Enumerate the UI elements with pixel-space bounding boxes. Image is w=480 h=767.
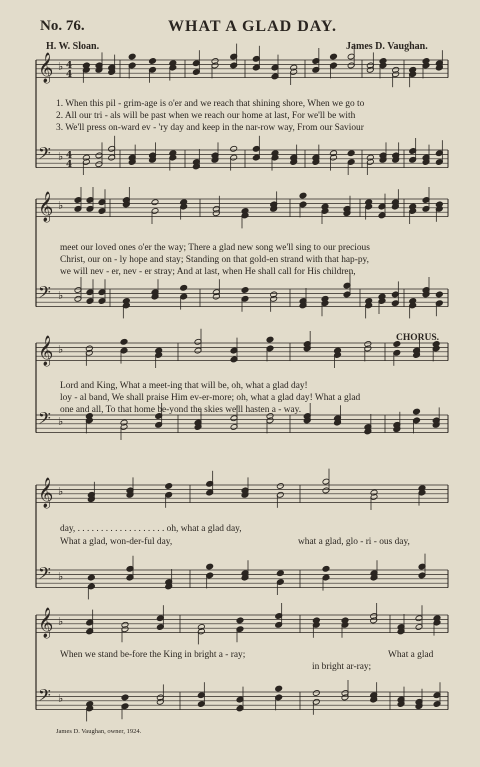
system-3-bass-note	[413, 408, 421, 415]
system-1-time-signature: 4	[66, 70, 73, 80]
system-3-treble-note	[120, 338, 128, 345]
system-1-treble-note	[330, 53, 338, 60]
system-4-bass-note	[87, 574, 95, 581]
system-1-key-flat: ♭	[58, 60, 64, 73]
system-2-bass-note	[241, 287, 249, 294]
system-4-treble-note	[165, 483, 173, 490]
system-2-key-flat: ♭	[58, 289, 64, 302]
verse-2-line-1: 2. All our tri - als will be past when we reach our home at last, For we'll be with	[56, 111, 356, 121]
system-4-bass-note	[276, 570, 284, 577]
verse-2-line-2: Christ, our on - ly hope and stay; Standing on that gold-en strand with that hap-py,	[60, 255, 369, 265]
system-1-bass-note	[347, 150, 355, 157]
system-2-bass-clef: 𝄢	[38, 282, 51, 306]
chorus-line-1-middle: What a glad, won-der-ful day,	[60, 537, 173, 547]
hymn-title: WHAT A GLAD DAY.	[168, 18, 337, 35]
verse-2-line-3: loy - al band, We shall praise Him ev-er-more; oh, what a glad day! What a glad	[60, 393, 361, 403]
system-5-bass-note	[275, 685, 283, 692]
system-5-bass-clef: 𝄢	[38, 685, 51, 709]
system-4-bass-clef: 𝄢	[38, 563, 51, 587]
system-3-key-flat: ♭	[58, 343, 64, 356]
chorus-line-1-right: what a glad, glo - ri - ous day,	[298, 537, 410, 547]
system-5-treble-clef: 𝄞	[38, 608, 54, 638]
system-2-bass-note	[435, 291, 443, 298]
system-4-bass-note	[322, 565, 330, 572]
system-1-time-signature: 4	[66, 160, 73, 170]
verse-1-line-2: meet our loved ones o'er the way; There a glad new song we'll sing to our precious	[60, 243, 370, 253]
system-3-treble-note	[266, 336, 274, 343]
system-2-key-flat: ♭	[58, 199, 64, 212]
verse-3-line-1: 3. We'll press on-ward ev - 'ry day and keep in the nar-row way, From our Saviour	[56, 123, 364, 133]
system-1-treble-note	[149, 58, 157, 65]
system-5-key-flat: ♭	[58, 692, 64, 705]
verse-1-line-3: Lord and King, What a meet-ing that will be, oh, what a glad day!	[60, 381, 308, 391]
system-1-bass-clef: 𝄢	[38, 143, 51, 167]
lyricist-credit: H. W. Sloan.	[46, 41, 100, 52]
composer-credit: James D. Vaughan.	[346, 41, 428, 52]
system-1-bass-note	[230, 145, 238, 152]
system-4-treble-note	[276, 483, 284, 490]
hymn-number: No. 76.	[40, 18, 85, 34]
system-4-bass-note	[206, 563, 214, 570]
verse-1-line-1: 1. When this pil - grim-age is o'er and we reach that shining shore, When we go to	[56, 99, 365, 109]
system-2-treble-clef: 𝄞	[38, 192, 54, 222]
system-1-treble-note	[128, 53, 136, 60]
system-5-key-flat: ♭	[58, 615, 64, 628]
chorus-line-2-lower: in bright ar-ray;	[312, 662, 372, 672]
system-2-bass-note	[180, 284, 188, 291]
system-5-treble-note	[236, 617, 244, 624]
system-1-time-signature: 4	[66, 61, 73, 71]
system-2-treble-note	[151, 199, 159, 206]
system-1-treble-clef: 𝄞	[38, 53, 54, 83]
chorus-line-2: When we stand be-fore the King in bright a - ray;	[60, 650, 246, 660]
verse-3-line-2: we will nev - er, nev - er stray; And at last, when He shall call for His children,	[60, 267, 356, 277]
system-5-bass-note	[121, 694, 129, 701]
system-1-key-flat: ♭	[58, 150, 64, 163]
system-4-key-flat: ♭	[58, 485, 64, 498]
system-1-time-signature: 4	[66, 151, 73, 161]
system-3-key-flat: ♭	[58, 415, 64, 428]
verse-3-line-3: one and all, To that home be-yond the skies we'll hasten a - way.	[60, 405, 302, 415]
chorus-label: CHORUS.	[396, 333, 440, 343]
system-4-key-flat: ♭	[58, 570, 64, 583]
chorus-line-2-right: What a glad	[388, 650, 434, 660]
system-2-treble-note	[299, 192, 307, 199]
system-4-treble-clef: 𝄞	[38, 478, 54, 508]
chorus-line-1-top: day, . . . . . . . . . . . . . . . . . . . oh, what a glad day,	[60, 524, 242, 534]
system-3-treble-clef: 𝄞	[38, 336, 54, 366]
system-3-bass-clef: 𝄢	[38, 408, 51, 432]
copyright-footer: James D. Vaughan, owner, 1924.	[56, 728, 142, 735]
system-5-bass-note	[312, 690, 320, 697]
